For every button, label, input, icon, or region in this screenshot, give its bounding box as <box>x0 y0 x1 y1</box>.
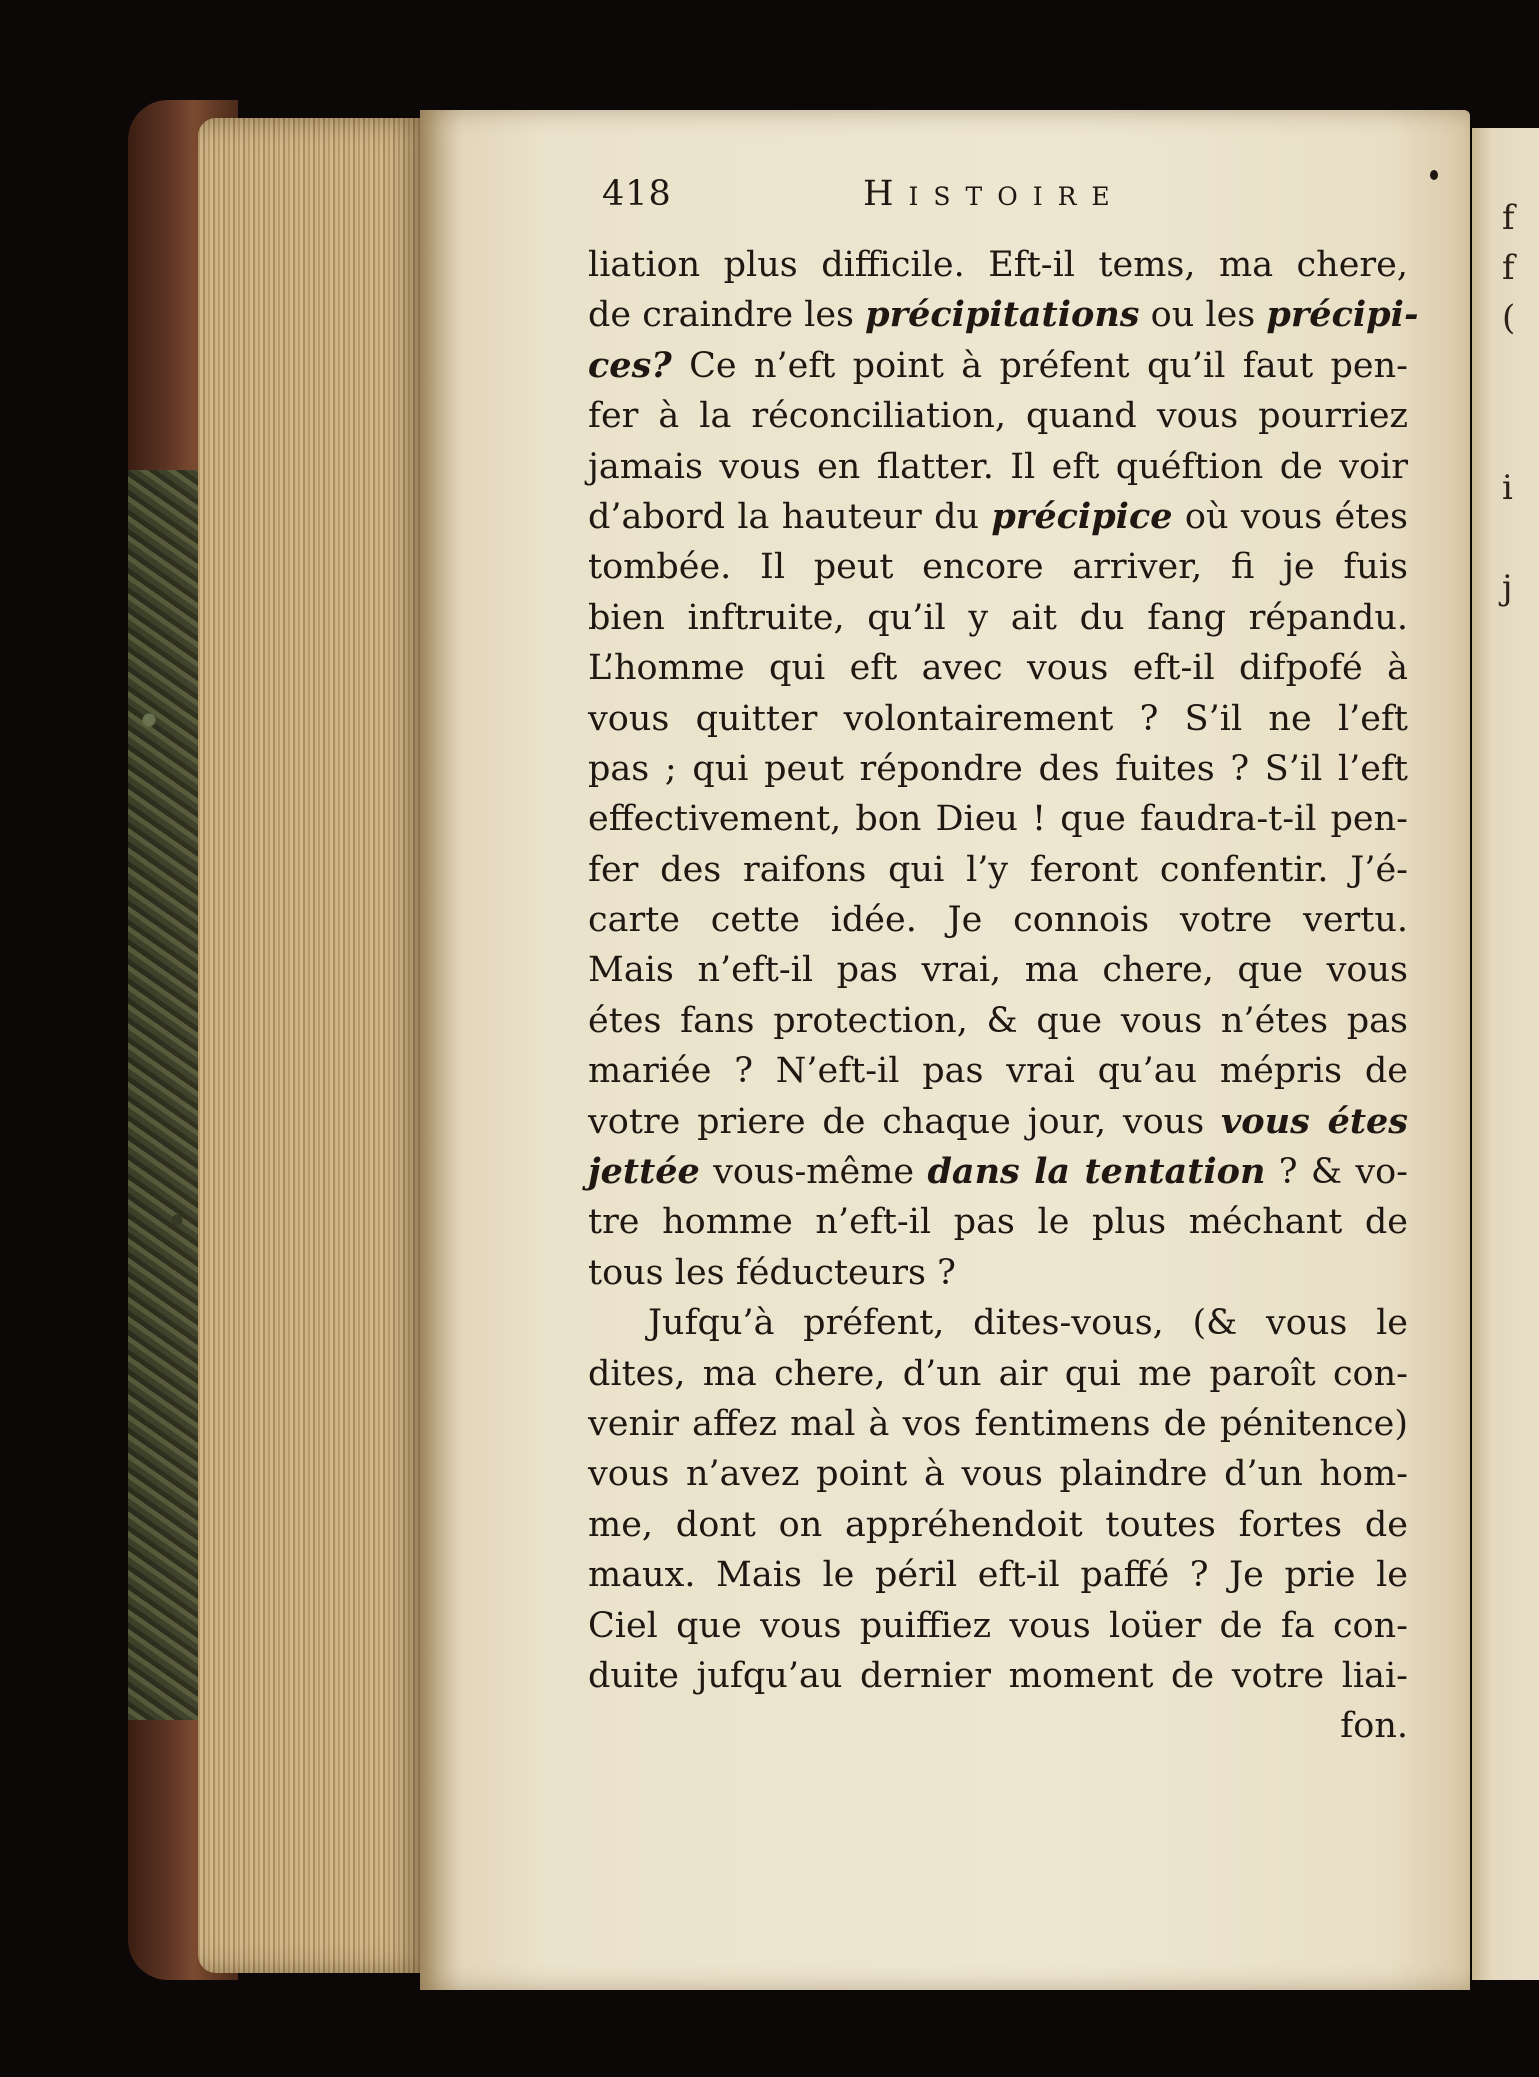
text-segment: duite jufqu’au dernier moment de votre liai- <box>588 1655 1408 1696</box>
text-line <box>588 492 1408 542</box>
italic-text-segment: précipitations <box>865 294 1140 336</box>
text-segment: effectivement, bon Dieu ! que faudra-t-il pen- <box>588 799 1408 840</box>
italic-text-segment: ces? <box>588 344 672 386</box>
text-line <box>588 391 1408 441</box>
text-segment: Mais n’eft-il pas vrai, ma chere, que vous <box>588 950 1408 991</box>
text-segment: étes fans protection, & que vous n’étes pas <box>588 1000 1408 1041</box>
facing-glyph: f <box>1502 198 1515 238</box>
text-segment: venir affez mal à vos fentimens de pénitence) <box>588 1403 1408 1444</box>
text-line <box>588 1500 1408 1550</box>
text-segment: tous les féducteurs ? <box>588 1252 956 1293</box>
text-line <box>588 1550 1408 1600</box>
italic-text-segment: précipi- <box>1266 294 1419 336</box>
text-line <box>588 442 1408 492</box>
text-line <box>588 1349 1408 1399</box>
running-head-title: Histoire <box>863 174 1125 214</box>
text-segment: pas ; qui peut répondre des fuites ? S’il l’eft <box>588 748 1408 789</box>
facing-glyph: f <box>1502 248 1515 288</box>
text-segment: fer des raifons qui l’y feront confentir. J’é- <box>588 849 1408 890</box>
text-line <box>588 341 1408 391</box>
text-line <box>588 1298 1408 1348</box>
body-text <box>588 240 1419 1701</box>
text-line <box>588 290 1419 340</box>
text-segment: maux. Mais le péril eft-il paffé ? Je prie le <box>588 1555 1408 1596</box>
running-head <box>588 168 1408 230</box>
text-segment: Ciel que vous puiffiez vous loüer de fa con- <box>588 1605 1408 1646</box>
text-segment: dites, ma chere, d’un air qui me paroît con- <box>588 1353 1408 1394</box>
italic-text-segment: précipice <box>991 495 1173 537</box>
italic-text-segment: jettée <box>588 1151 700 1193</box>
italic-text-segment: vous étes <box>1220 1100 1408 1142</box>
text-line <box>588 1651 1408 1701</box>
text-segment: jamais vous en flatter. Il eft quéftion de voir <box>588 446 1408 487</box>
page-text-block <box>588 168 1419 1752</box>
facing-glyph: ( <box>1502 298 1516 338</box>
text-segment: ? & vo- <box>1265 1152 1408 1193</box>
text-line <box>588 694 1408 744</box>
text-segment: vous n’avez point à vous plaindre d’un hom- <box>588 1454 1408 1495</box>
text-line <box>588 240 1408 290</box>
text-line <box>588 542 1408 592</box>
text-segment: de craindre les <box>588 295 866 336</box>
text-segment: L’homme qui eft avec vous eft-il difpofé à <box>588 648 1408 689</box>
text-segment: Ce n’eft point à préfent qu’il faut pen- <box>671 345 1408 386</box>
text-segment: tre homme n’eft-il pas le plus méchant de <box>588 1202 1408 1243</box>
text-line <box>588 1197 1408 1247</box>
text-segment: vous-même <box>699 1152 928 1193</box>
italic-text-segment: dans la tentation <box>927 1151 1266 1193</box>
text-segment: me, dont on appréhendoit toutes fortes de <box>588 1504 1408 1545</box>
text-line <box>588 845 1408 895</box>
text-segment: votre priere de chaque jour, vous <box>588 1101 1221 1142</box>
facing-page-edge <box>1472 128 1539 1980</box>
text-segment: d’abord la hauteur du <box>588 496 992 537</box>
text-line <box>588 1248 1408 1298</box>
text-line <box>588 1046 1408 1096</box>
marbled-cover-edge <box>128 470 198 1720</box>
text-segment: où vous étes <box>1172 496 1408 537</box>
text-line <box>588 1147 1408 1197</box>
text-segment: bien inftruite, qu’il y ait du fang répandu. <box>588 597 1408 638</box>
text-line <box>588 794 1408 844</box>
text-line <box>588 1449 1408 1499</box>
text-line <box>588 593 1408 643</box>
text-segment: liation plus difficile. Eft-il tems, ma chere, <box>588 245 1408 285</box>
catchword: fon. <box>1340 1706 1408 1747</box>
text-line <box>588 1097 1408 1147</box>
text-line <box>588 643 1408 693</box>
ink-dot <box>1430 170 1438 180</box>
page-number: 418 <box>602 174 672 214</box>
text-line <box>588 744 1408 794</box>
text-segment: Jufqu’à préfent, dites-vous, (& vous le <box>648 1303 1408 1344</box>
facing-glyph: j <box>1502 568 1513 608</box>
text-segment: carte cette idée. Je connois votre vertu. <box>588 900 1408 941</box>
text-segment: fer à la réconciliation, quand vous pourriez <box>588 396 1408 437</box>
text-segment: tombée. Il peut encore arriver, fi je fuis <box>588 547 1408 588</box>
text-segment: vous quitter volontairement ? S’il ne l’eft <box>588 698 1408 739</box>
text-line <box>588 1399 1408 1449</box>
text-segment: ou les <box>1139 295 1267 336</box>
page-edges <box>198 118 430 1973</box>
text-line <box>588 895 1408 945</box>
text-line <box>588 996 1408 1046</box>
text-line <box>588 1601 1408 1651</box>
text-line <box>588 945 1408 995</box>
facing-glyph: i <box>1502 468 1513 508</box>
text-segment: mariée ? N’eft-il pas vrai qu’au mépris de <box>588 1051 1408 1092</box>
